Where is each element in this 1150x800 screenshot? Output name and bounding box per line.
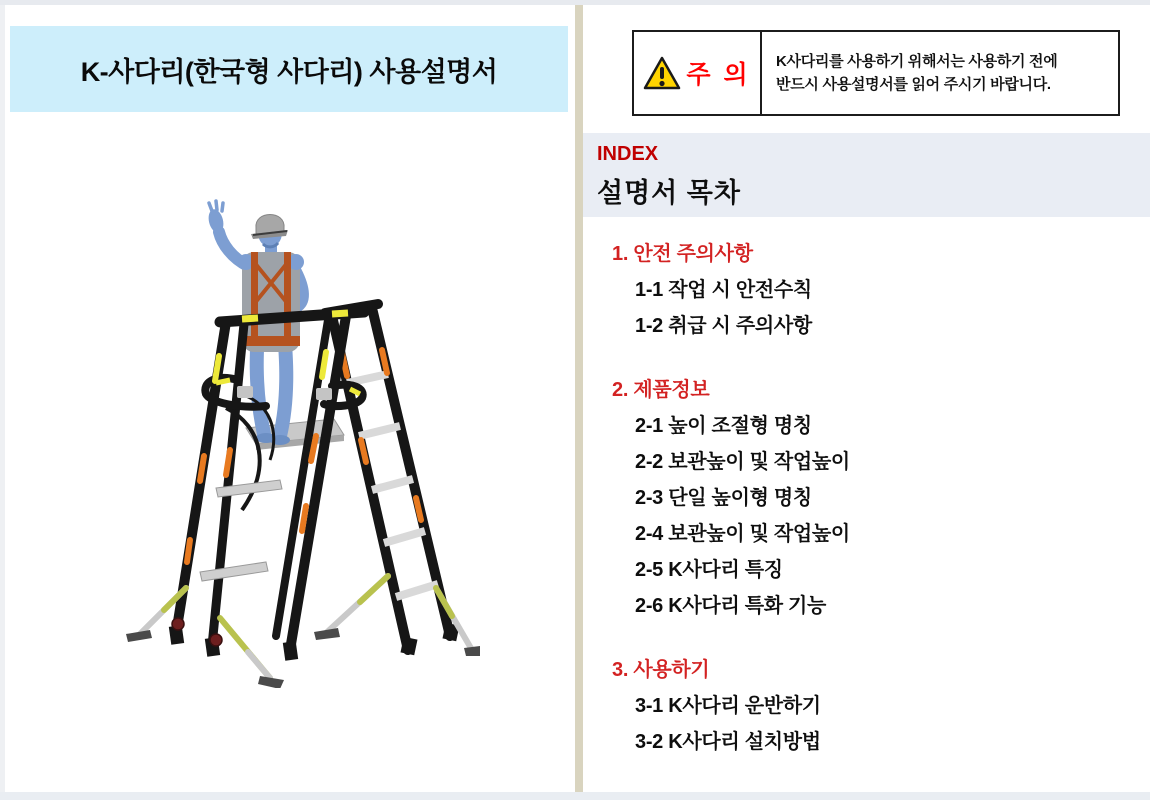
toc-item: 2-2 보관높이 및 작업높이 — [635, 451, 850, 473]
caster-wheel — [210, 634, 222, 646]
ladder-illustration — [120, 188, 480, 688]
caution-label-cell — [634, 32, 762, 114]
title-banner — [10, 26, 568, 112]
caution-text-line2: 반드시 사용설명서를 읽어 주시기 바랍니다. — [776, 76, 1051, 93]
toc-item: 1-2 취급 시 주의사항 — [635, 315, 812, 337]
toc-item: 2-5 K사다리 특징 — [635, 559, 783, 581]
table-of-contents — [583, 236, 1143, 760]
index-header — [583, 133, 1150, 217]
toc-item: 1-1 작업 시 안전수칙 — [635, 279, 812, 301]
caster-wheel — [172, 618, 184, 630]
toc-heading: 2. 제품정보 — [612, 379, 710, 401]
caution-notice-box — [632, 30, 1120, 116]
page-bottom-strip — [0, 792, 1150, 800]
toc-section-safety — [612, 236, 1143, 344]
panel-divider — [575, 5, 583, 792]
warning-triangle-icon — [643, 56, 681, 90]
toc-item: 3-1 K사다리 운반하기 — [635, 695, 821, 717]
toc-item: 2-3 단일 높이형 명칭 — [635, 487, 812, 509]
caution-label: 주 의 — [686, 61, 751, 89]
toc-item: 2-4 보관높이 및 작업높이 — [635, 523, 850, 545]
toc-heading: 1. 안전 주의사항 — [612, 243, 753, 265]
toc-item: 2-6 K사다리 특화 기능 — [635, 595, 827, 617]
toc-section-product-info — [612, 372, 1143, 624]
index-label: INDEX — [597, 143, 659, 165]
page-title: K-사다리(한국형 사다리) 사용설명서 — [80, 56, 498, 87]
caution-text-line1: K사다리를 사용하기 위해서는 사용하기 전에 — [776, 52, 1058, 70]
ladder-worker-image — [120, 188, 480, 688]
front-ladder — [169, 312, 364, 661]
toc-heading: 3. 사용하기 — [612, 659, 710, 681]
index-title: 설명서 목차 — [597, 178, 741, 208]
toc-item: 2-1 높이 조절형 명칭 — [635, 415, 812, 437]
toc-section-usage — [612, 652, 1143, 760]
toc-item: 3-2 K사다리 설치방법 — [635, 731, 821, 753]
caution-text-cell — [762, 32, 1118, 114]
vest-belt — [242, 336, 300, 346]
page-left-strip — [0, 5, 5, 792]
rear-ladder — [325, 304, 460, 655]
